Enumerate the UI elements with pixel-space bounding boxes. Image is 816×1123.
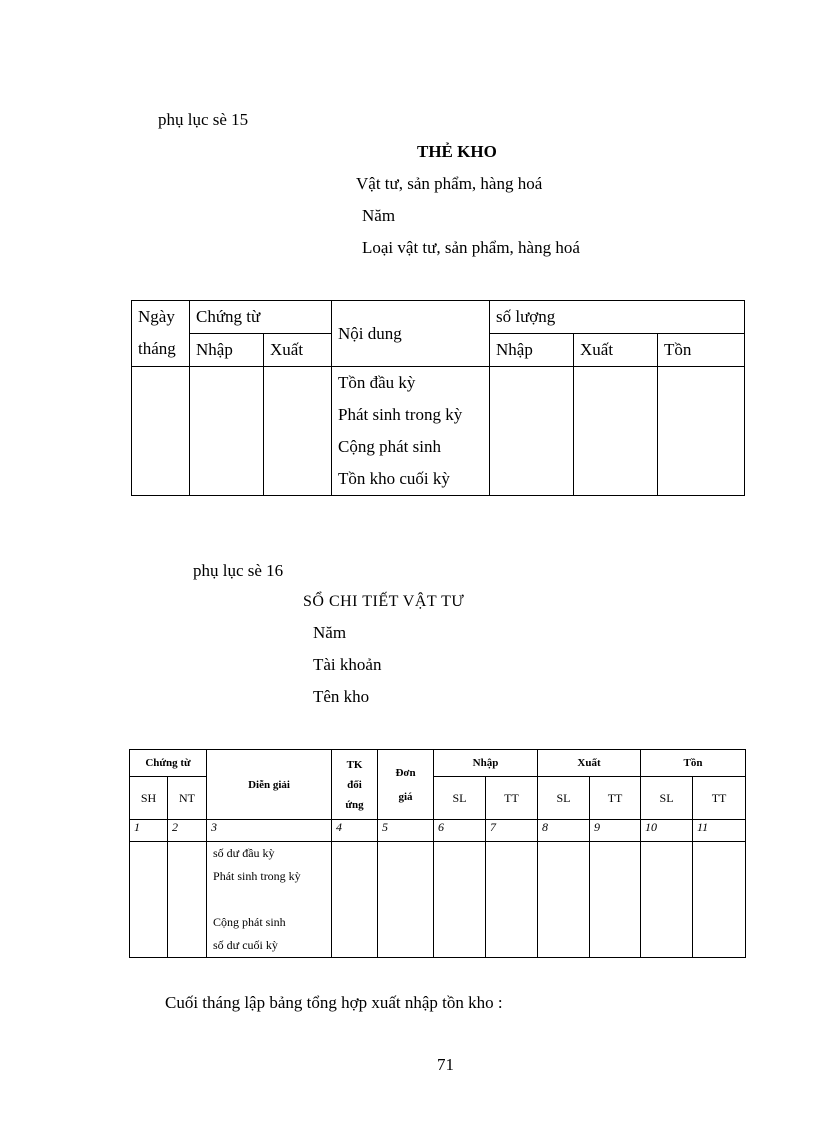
ledger-line-account: Tài khoản (313, 655, 382, 674)
header-voucher-in: Nhập (190, 334, 264, 367)
body-balance-sl (641, 842, 693, 958)
header-sh: SH (130, 777, 168, 820)
row-closing: Tồn kho cuối kỳ (338, 469, 450, 488)
body-price (378, 842, 434, 958)
col-number: 8 (538, 820, 590, 842)
body-description (207, 842, 332, 958)
header-out-tt: TT (590, 777, 641, 820)
header-unit-price: Đơn giá (378, 750, 434, 820)
stock-card-title: THẺ KHO (417, 142, 497, 161)
material-ledger-table (129, 749, 746, 958)
appendix-16-label: phụ lục sè 16 (193, 561, 284, 580)
header-content: Nội dung (332, 301, 490, 367)
row-opening: Tồn đầu kỳ (338, 373, 416, 392)
body-qty-in (490, 367, 574, 496)
ledger-line-year: Năm (313, 623, 347, 642)
body-in-sl (434, 842, 486, 958)
header-contra-account: TK đối ứng (332, 750, 378, 820)
row-opening-balance: số dư đầu kỳ (213, 846, 275, 860)
header-in-sl: SL (434, 777, 486, 820)
col-number: 10 (641, 820, 693, 842)
body-qty-out (574, 367, 658, 496)
body-content (332, 367, 490, 496)
header-nt: NT (168, 777, 207, 820)
header-voucher-out: Xuất (264, 334, 332, 367)
header-in-tt: TT (486, 777, 538, 820)
stock-card-line-year: Năm (362, 206, 396, 225)
material-ledger-title: SỔ CHI TIẾT VẬT TƯ (303, 593, 465, 610)
header-qty-balance: Tồn (658, 334, 745, 367)
stock-card-line-goods: Vật tư, sản phẩm, hàng hoá (356, 174, 543, 193)
stock-card-table (131, 300, 745, 496)
header-date: Ngày tháng (132, 301, 190, 367)
page-number: 71 (437, 1055, 454, 1074)
body-sh (130, 842, 168, 958)
ledger-line-warehouse: Tên kho (313, 687, 370, 706)
header-voucher: Chứng từ (130, 750, 207, 777)
row-total: Cộng phát sinh (213, 915, 286, 929)
header-description: Diễn giải (207, 750, 332, 820)
body-voucher-in (190, 367, 264, 496)
row-closing-balance: số dư cuối kỳ (213, 938, 278, 952)
header-out: Xuất (538, 750, 641, 777)
header-qty-out: Xuất (574, 334, 658, 367)
row-incurred: Phát sinh trong kỳ (213, 869, 301, 883)
header-qty-in: Nhập (490, 334, 574, 367)
header-balance-tt: TT (693, 777, 746, 820)
body-balance-tt (693, 842, 746, 958)
body-date (132, 367, 190, 496)
col-number: 4 (332, 820, 378, 842)
col-number: 7 (486, 820, 538, 842)
col-number: 2 (168, 820, 207, 842)
closing-text: Cuối tháng lập bảng tổng hợp xuất nhập tồn kho : (165, 993, 503, 1012)
body-out-tt (590, 842, 641, 958)
col-number: 11 (693, 820, 746, 842)
body-contra (332, 842, 378, 958)
header-balance: Tồn (641, 750, 746, 777)
body-out-sl (538, 842, 590, 958)
header-voucher: Chứng từ (190, 301, 332, 334)
body-nt (168, 842, 207, 958)
body-in-tt (486, 842, 538, 958)
col-number: 9 (590, 820, 641, 842)
header-quantity: số lượng (490, 301, 745, 334)
header-in: Nhập (434, 750, 538, 777)
col-number: 5 (378, 820, 434, 842)
body-voucher-out (264, 367, 332, 496)
col-number: 6 (434, 820, 486, 842)
row-incurred: Phát sinh trong kỳ (338, 405, 463, 424)
body-qty-balance (658, 367, 745, 496)
appendix-15-label: phụ lục sè 15 (158, 110, 249, 129)
stock-card-line-type: Loại vật tư, sản phẩm, hàng hoá (362, 238, 580, 257)
row-total: Cộng phát sinh (338, 437, 441, 456)
col-number: 3 (207, 820, 332, 842)
col-number: 1 (130, 820, 168, 842)
header-balance-sl: SL (641, 777, 693, 820)
header-out-sl: SL (538, 777, 590, 820)
